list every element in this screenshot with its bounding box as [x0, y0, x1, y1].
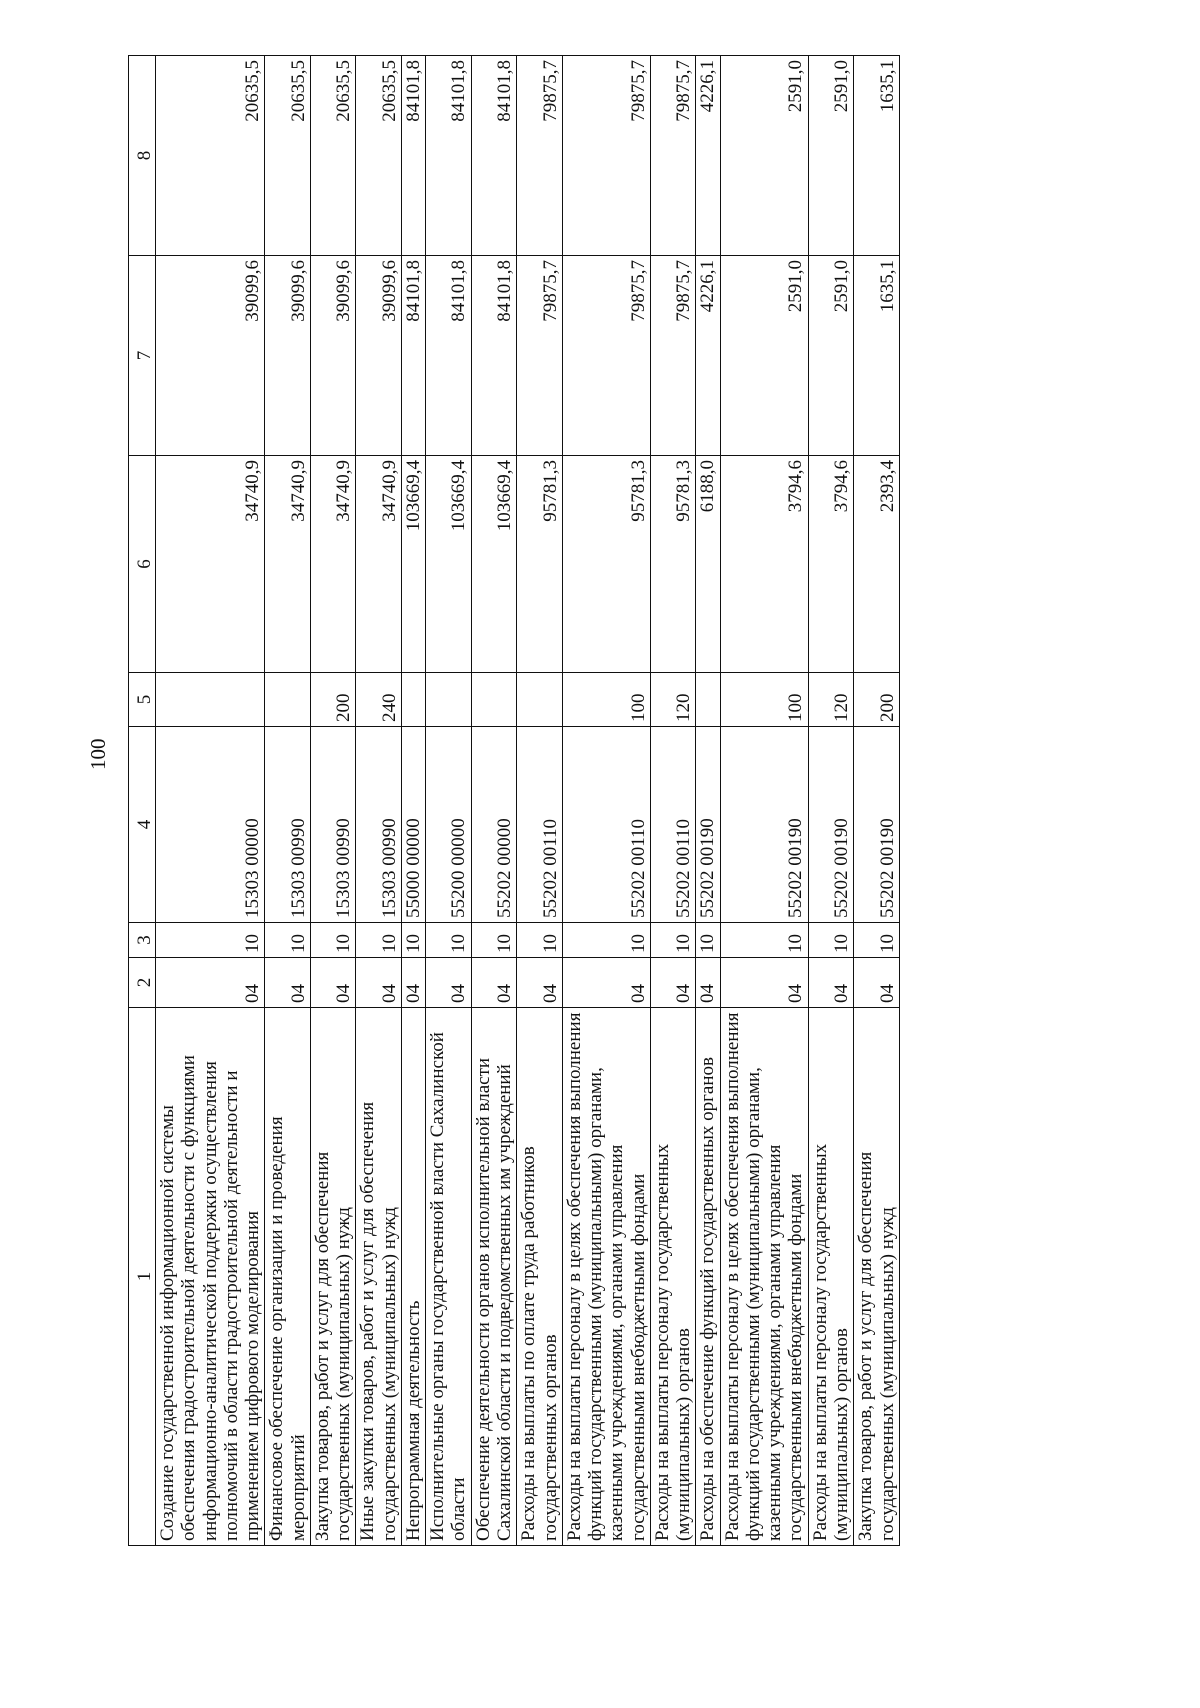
row-code-section: 04 — [650, 958, 696, 1008]
row-amount-col8: 2591,0 — [720, 56, 808, 256]
row-code-subsection: 10 — [808, 923, 854, 958]
header-cell: 7 — [129, 256, 156, 456]
table-row — [720, 56, 808, 1546]
row-code-target: 55202 00190 — [696, 727, 720, 923]
row-code-target: 15303 00990 — [265, 727, 311, 923]
row-code-expense-type: 100 — [562, 673, 650, 727]
row-code-section: 04 — [517, 958, 563, 1008]
table-row — [650, 56, 696, 1546]
row-code-section: 04 — [808, 958, 854, 1008]
row-name: Расходы на выплаты персоналу государственных (муниципальных) органов — [650, 1008, 696, 1546]
table-row — [562, 56, 650, 1546]
row-code-target: 55202 00190 — [808, 727, 854, 923]
row-code-section: 04 — [310, 958, 356, 1008]
row-amount-col7: 79875,7 — [650, 256, 696, 456]
page-number: 100 — [86, 738, 110, 770]
row-amount-col6: 2393,4 — [854, 456, 900, 673]
table-body — [156, 56, 900, 1546]
row-amount-col6: 34740,9 — [156, 456, 265, 673]
row-code-expense-type: 200 — [854, 673, 900, 727]
table-row — [517, 56, 563, 1546]
row-amount-col7: 39099,6 — [356, 256, 402, 456]
row-amount-col7: 39099,6 — [265, 256, 311, 456]
row-code-target: 15303 00990 — [356, 727, 402, 923]
row-code-section: 04 — [426, 958, 472, 1008]
row-amount-col7: 79875,7 — [517, 256, 563, 456]
row-amount-col6: 34740,9 — [356, 456, 402, 673]
row-amount-col8: 79875,7 — [562, 56, 650, 256]
row-code-target: 55200 00000 — [426, 727, 472, 923]
row-amount-col7: 39099,6 — [156, 256, 265, 456]
row-amount-col6: 103669,4 — [426, 456, 472, 673]
header-cell: 5 — [129, 673, 156, 727]
row-code-expense-type: 100 — [720, 673, 808, 727]
row-name: Расходы на выплаты персоналу в целях обеспечения выполнения функций государственными (муниципальными) органами, казенными учреждениями, органами управления государственными внебюджетными фондами — [562, 1008, 650, 1546]
row-amount-col8: 84101,8 — [471, 56, 517, 256]
row-code-section: 04 — [265, 958, 311, 1008]
row-code-subsection: 10 — [720, 923, 808, 958]
row-code-section: 04 — [401, 958, 425, 1008]
row-code-expense-type: 120 — [650, 673, 696, 727]
row-code-target: 55202 00190 — [720, 727, 808, 923]
row-code-target: 15303 00990 — [310, 727, 356, 923]
row-name: Обеспечение деятельности органов исполнительной власти Сахалинской области и подведомственных им учреждений — [471, 1008, 517, 1546]
row-code-target: 55202 00000 — [471, 727, 517, 923]
row-amount-col6: 6188,0 — [696, 456, 720, 673]
table-row — [356, 56, 402, 1546]
table-row — [471, 56, 517, 1546]
row-amount-col6: 3794,6 — [808, 456, 854, 673]
table-row — [310, 56, 356, 1546]
row-name: Закупка товаров, работ и услуг для обеспечения государственных (муниципальных) нужд — [854, 1008, 900, 1546]
row-code-target: 55202 00110 — [517, 727, 563, 923]
row-code-target: 55202 00110 — [650, 727, 696, 923]
row-name: Исполнительные органы государственной власти Сахалинской области — [426, 1008, 472, 1546]
row-amount-col8: 79875,7 — [517, 56, 563, 256]
row-code-section: 04 — [471, 958, 517, 1008]
row-code-expense-type: 120 — [808, 673, 854, 727]
row-code-subsection: 10 — [517, 923, 563, 958]
row-amount-col7: 2591,0 — [720, 256, 808, 456]
budget-table — [128, 55, 900, 1546]
row-name: Непрограммная деятельность — [401, 1008, 425, 1546]
row-amount-col6: 34740,9 — [265, 456, 311, 673]
row-code-expense-type — [401, 673, 425, 727]
row-amount-col7: 2591,0 — [808, 256, 854, 456]
row-amount-col7: 84101,8 — [401, 256, 425, 456]
row-code-expense-type — [696, 673, 720, 727]
row-amount-col7: 84101,8 — [471, 256, 517, 456]
row-code-expense-type — [156, 673, 265, 727]
row-amount-col8: 79875,7 — [650, 56, 696, 256]
row-code-subsection: 10 — [401, 923, 425, 958]
table-row — [808, 56, 854, 1546]
row-name: Иные закупки товаров, работ и услуг для обеспечения государственных (муниципальных) нужд — [356, 1008, 402, 1546]
row-name: Расходы на выплаты по оплате труда работников государственных органов — [517, 1008, 563, 1546]
row-amount-col6: 34740,9 — [310, 456, 356, 673]
row-amount-col7: 84101,8 — [426, 256, 472, 456]
row-code-expense-type — [517, 673, 563, 727]
row-code-subsection: 10 — [854, 923, 900, 958]
row-amount-col8: 84101,8 — [401, 56, 425, 256]
row-amount-col8: 20635,5 — [356, 56, 402, 256]
row-name: Создание государственной информационной системы обеспечения градостроительной деятельности с функциями информационно-аналитической поддержки осуществления полномочий в области градостроительной деятельности и применением цифрового моделирования — [156, 1008, 265, 1546]
row-amount-col7: 1635,1 — [854, 256, 900, 456]
header-cell: 8 — [129, 56, 156, 256]
row-code-section: 04 — [696, 958, 720, 1008]
row-amount-col8: 20635,5 — [156, 56, 265, 256]
row-code-subsection: 10 — [696, 923, 720, 958]
row-code-subsection: 10 — [265, 923, 311, 958]
row-amount-col8: 4226,1 — [696, 56, 720, 256]
row-code-expense-type: 240 — [356, 673, 402, 727]
header-cell: 2 — [129, 958, 156, 1008]
header-cell: 3 — [129, 923, 156, 958]
row-code-subsection: 10 — [426, 923, 472, 958]
row-code-subsection: 10 — [156, 923, 265, 958]
table-row — [265, 56, 311, 1546]
row-code-expense-type — [471, 673, 517, 727]
row-name: Финансовое обеспечение организации и проведения мероприятий — [265, 1008, 311, 1546]
table-row — [854, 56, 900, 1546]
row-code-expense-type: 200 — [310, 673, 356, 727]
row-amount-col8: 84101,8 — [426, 56, 472, 256]
row-amount-col8: 2591,0 — [808, 56, 854, 256]
table-row — [401, 56, 425, 1546]
row-code-subsection: 10 — [310, 923, 356, 958]
row-amount-col6: 95781,3 — [650, 456, 696, 673]
row-code-section: 04 — [562, 958, 650, 1008]
row-code-section: 04 — [356, 958, 402, 1008]
row-code-section: 04 — [720, 958, 808, 1008]
row-code-target: 55000 00000 — [401, 727, 425, 923]
row-amount-col6: 103669,4 — [401, 456, 425, 673]
row-amount-col6: 103669,4 — [471, 456, 517, 673]
row-name: Закупка товаров, работ и услуг для обеспечения государственных (муниципальных) нужд — [310, 1008, 356, 1546]
row-code-expense-type — [265, 673, 311, 727]
row-amount-col8: 20635,5 — [310, 56, 356, 256]
row-code-subsection: 10 — [471, 923, 517, 958]
row-amount-col8: 20635,5 — [265, 56, 311, 256]
header-cell: 4 — [129, 727, 156, 923]
row-code-section: 04 — [156, 958, 265, 1008]
row-name: Расходы на выплаты персоналу в целях обеспечения выполнения функций государственными (муниципальными) органами, казенными учреждениями, органами управления государственными внебюджетными фондами — [720, 1008, 808, 1546]
row-amount-col6: 95781,3 — [517, 456, 563, 673]
row-name: Расходы на выплаты персоналу государственных (муниципальных) органов — [808, 1008, 854, 1546]
row-code-subsection: 10 — [562, 923, 650, 958]
row-amount-col7: 79875,7 — [562, 256, 650, 456]
table-row — [426, 56, 472, 1546]
header-cell: 1 — [129, 1008, 156, 1546]
row-code-target: 55202 00110 — [562, 727, 650, 923]
row-amount-col7: 4226,1 — [696, 256, 720, 456]
row-amount-col6: 95781,3 — [562, 456, 650, 673]
row-code-section: 04 — [854, 958, 900, 1008]
row-code-target: 15303 00000 — [156, 727, 265, 923]
row-name: Расходы на обеспечение функций государственных органов — [696, 1008, 720, 1546]
row-code-subsection: 10 — [650, 923, 696, 958]
budget-sheet — [128, 56, 1088, 1546]
row-code-expense-type — [426, 673, 472, 727]
row-amount-col7: 39099,6 — [310, 256, 356, 456]
row-code-target: 55202 00190 — [854, 727, 900, 923]
row-amount-col6: 3794,6 — [720, 456, 808, 673]
header-cell: 6 — [129, 456, 156, 673]
table-row — [156, 56, 265, 1546]
header-row — [129, 56, 156, 1546]
row-code-subsection: 10 — [356, 923, 402, 958]
row-amount-col8: 1635,1 — [854, 56, 900, 256]
table-row — [696, 56, 720, 1546]
